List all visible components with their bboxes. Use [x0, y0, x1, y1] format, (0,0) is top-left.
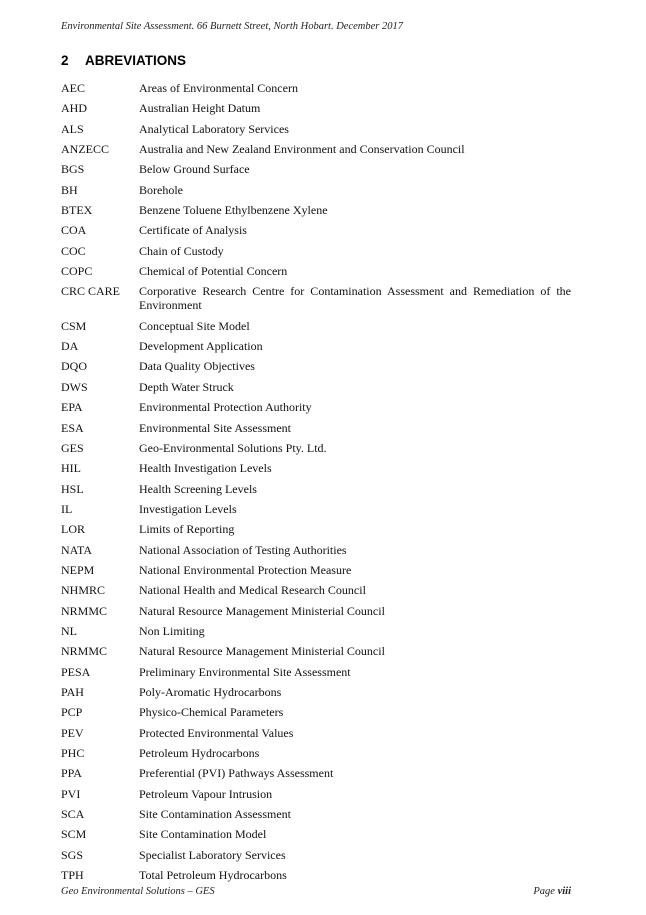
abbreviation-description: Below Ground Surface — [139, 162, 250, 177]
abbreviation-row — [61, 359, 571, 373]
abbreviation-row — [61, 284, 571, 312]
abbreviation-row — [61, 583, 571, 597]
abbreviation-code: DWS — [61, 379, 88, 394]
abbreviation-description: Environmental Protection Authority — [139, 400, 312, 415]
abbreviation-row — [61, 101, 571, 115]
abbreviation-description: Preferential (PVI) Pathways Assessment — [139, 766, 334, 781]
abbreviation-description: National Association of Testing Authorities — [139, 542, 347, 557]
abbreviation-code: CSM — [61, 318, 87, 333]
abbreviation-row — [61, 665, 571, 679]
abbreviation-row — [61, 244, 571, 258]
abbreviation-code: BTEX — [61, 203, 93, 218]
abbreviation-description: Specialist Laboratory Services — [139, 847, 286, 862]
abbreviation-row — [61, 624, 571, 638]
abbreviation-code: SCM — [61, 827, 87, 842]
abbreviation-code: BGS — [61, 162, 85, 177]
abbreviation-description: Geo-Environmental Solutions Pty. Ltd. — [139, 440, 327, 455]
section-title: ABREVIATIONS — [85, 53, 187, 68]
abbreviation-code: LOR — [61, 522, 85, 537]
abbreviation-row — [61, 142, 571, 156]
abbreviation-row — [61, 563, 571, 577]
abbreviation-description: Natural Resource Management Ministerial Council — [139, 603, 385, 618]
abbreviation-row — [61, 122, 571, 136]
abbreviation-code: PCP — [61, 705, 83, 720]
abbreviation-code: DQO — [61, 359, 87, 374]
abbreviation-description: Health Screening Levels — [139, 481, 257, 496]
abbreviation-code: ANZECC — [61, 142, 109, 157]
abbreviation-description: Conceptual Site Model — [139, 318, 250, 333]
abbreviation-code: BH — [61, 182, 78, 197]
abbreviation-code: PEV — [61, 725, 84, 740]
abbreviation-description: Poly-Aromatic Hydrocarbons — [139, 684, 282, 699]
abbreviation-code: SGS — [61, 847, 84, 862]
abbreviation-row — [61, 441, 571, 455]
abbreviation-description: National Environmental Protection Measure — [139, 562, 352, 577]
abbreviation-code: ALS — [61, 121, 84, 136]
abbreviation-code: COPC — [61, 264, 93, 279]
abbreviation-code: DA — [61, 339, 79, 354]
abbreviation-row — [61, 848, 571, 862]
running-footer: Geo Environmental Solutions – GES — [61, 886, 215, 897]
abbreviation-row — [61, 162, 571, 176]
abbreviation-row — [61, 685, 571, 699]
abbreviation-description: Natural Resource Management Ministerial Council — [139, 644, 385, 659]
abbreviation-description: Investigation Levels — [139, 501, 237, 516]
abbreviation-row — [61, 827, 571, 841]
abbreviation-code: PAH — [61, 684, 84, 699]
abbreviation-code: GES — [61, 440, 84, 455]
abbreviation-code: PESA — [61, 664, 91, 679]
abbreviation-row — [61, 522, 571, 536]
abbreviation-row — [61, 183, 571, 197]
abbreviation-row — [61, 868, 571, 882]
abbreviation-code: NEPM — [61, 562, 95, 577]
abbreviation-description: Site Contamination Assessment — [139, 807, 291, 822]
abbreviation-description: Australia and New Zealand Environment and Conservation Council — [139, 142, 465, 157]
abbreviation-code: HSL — [61, 481, 84, 496]
page-label: Page — [533, 886, 555, 897]
abbreviation-code: NRMMC — [61, 603, 108, 618]
abbreviation-code: NATA — [61, 542, 93, 557]
abbreviation-row — [61, 787, 571, 801]
abbreviation-row — [61, 203, 571, 217]
abbreviation-description: Borehole — [139, 182, 183, 197]
abbreviation-description: Chemical of Potential Concern — [139, 264, 288, 279]
abbreviation-description: Petroleum Vapour Intrusion — [139, 786, 273, 801]
abbreviation-row — [61, 339, 571, 353]
abbreviation-code: AHD — [61, 101, 87, 116]
abbreviation-code: COC — [61, 243, 86, 258]
abbreviation-row — [61, 746, 571, 760]
page-number-value: viii — [557, 886, 571, 897]
abbreviation-row — [61, 604, 571, 618]
abbreviation-code: HIL — [61, 461, 81, 476]
abbreviation-code: COA — [61, 223, 87, 238]
abbreviation-description: Site Contamination Model — [139, 827, 267, 842]
abbreviation-description: Physico-Chemical Parameters — [139, 705, 284, 720]
abbreviation-description: Total Petroleum Hydrocarbons — [139, 868, 287, 883]
abbreviation-row — [61, 380, 571, 394]
abbreviation-code: PVI — [61, 786, 81, 801]
page-number — [533, 886, 571, 897]
abbreviation-code: CRC CARE — [61, 284, 121, 299]
abbreviation-description: Australian Height Datum — [139, 101, 261, 116]
section-number: 2 — [61, 53, 69, 68]
abbreviation-code: ESA — [61, 420, 84, 435]
abbreviation-code: PHC — [61, 746, 85, 760]
abbreviation-description: Data Quality Objectives — [139, 359, 255, 374]
abbreviation-description: Development Application — [139, 339, 263, 354]
abbreviation-row — [61, 705, 571, 719]
abbreviation-row — [61, 543, 571, 557]
section-heading — [61, 53, 186, 68]
abbreviation-description: Protected Environmental Values — [139, 725, 294, 740]
abbreviation-row — [61, 502, 571, 516]
abbreviation-code: PPA — [61, 766, 82, 781]
abbreviation-code: NHMRC — [61, 583, 106, 598]
abbreviation-code: TPH — [61, 868, 84, 883]
abbreviation-row — [61, 223, 571, 237]
abbreviation-code: AEC — [61, 81, 85, 95]
abbreviation-description: Analytical Laboratory Services — [139, 121, 289, 136]
abbreviation-row — [61, 319, 571, 333]
abbreviation-code: NRMMC — [61, 644, 108, 659]
abbreviation-list — [61, 81, 571, 888]
abbreviation-code: SCA — [61, 807, 85, 822]
abbreviation-description: Preliminary Environmental Site Assessment — [139, 664, 351, 679]
running-header: Environmental Site Assessment. 66 Burnett Street, North Hobart. December 2017 — [61, 21, 403, 32]
abbreviation-description: Depth Water Struck — [139, 379, 234, 394]
abbreviation-row — [61, 644, 571, 658]
abbreviation-row — [61, 421, 571, 435]
abbreviation-description: Non Limiting — [139, 623, 205, 638]
abbreviation-row — [61, 726, 571, 740]
abbreviation-row — [61, 264, 571, 278]
abbreviation-code: EPA — [61, 400, 83, 415]
abbreviation-description: Areas of Environmental Concern — [139, 81, 298, 95]
abbreviation-row — [61, 81, 571, 95]
abbreviation-description: Benzene Toluene Ethylbenzene Xylene — [139, 203, 328, 218]
abbreviation-code: NL — [61, 623, 77, 638]
abbreviation-row — [61, 482, 571, 496]
abbreviation-row — [61, 766, 571, 780]
abbreviation-row — [61, 461, 571, 475]
abbreviation-description: Environmental Site Assessment — [139, 420, 291, 435]
abbreviation-description: Certificate of Analysis — [139, 223, 247, 238]
abbreviation-code: IL — [61, 501, 73, 516]
abbreviation-row — [61, 400, 571, 414]
abbreviation-description: Chain of Custody — [139, 243, 224, 258]
abbreviation-description: Corporative Research Centre for Contamination Assessment and Remediation of the Environment — [139, 284, 571, 313]
abbreviation-description: National Health and Medical Research Council — [139, 583, 366, 598]
abbreviation-description: Petroleum Hydrocarbons — [139, 746, 260, 760]
abbreviation-row — [61, 807, 571, 821]
abbreviation-description: Health Investigation Levels — [139, 461, 272, 476]
abbreviation-description: Limits of Reporting — [139, 522, 235, 537]
